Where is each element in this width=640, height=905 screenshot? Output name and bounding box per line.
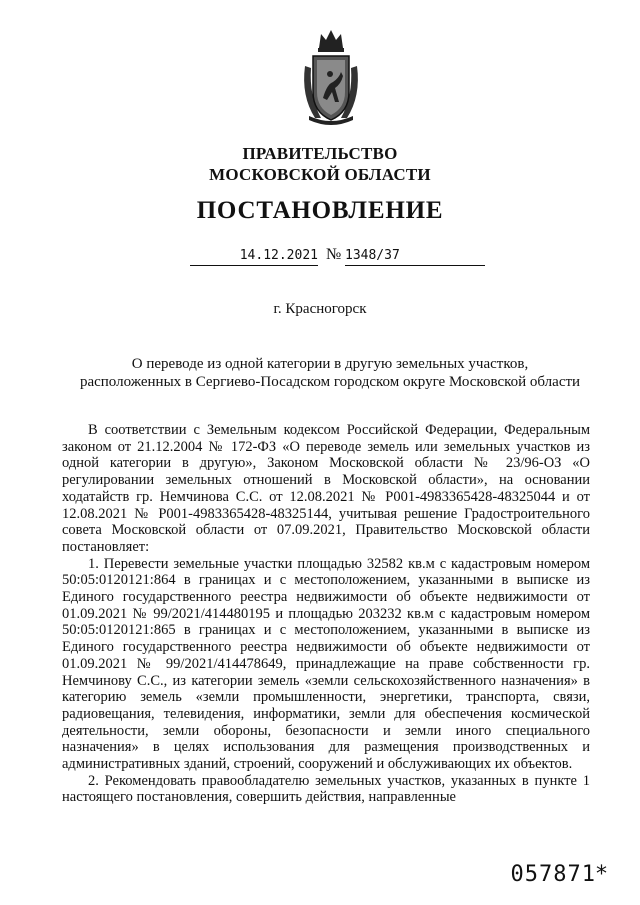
- preamble-paragraph: В соответствии с Земельным кодексом Российской Федерации, Федеральным законом от 21.12.2004 № 172-ФЗ «О переводе земель или земельных участков из одной категории в другую», Законом Московской области № 23/96-ОЗ «О регулировании земельных отношений в Московской области», на основании ходатайств гр. Немчинова С.С. от 12.08.2021 № Р001-4983365428-48325044 и от 12.08.2021 № Р001-4983365428-48325144, учитывая решение Градостроительного совета Московской области от 07.09.2021, Правительство Московской области постановляет:: [62, 422, 590, 555]
- org-name-line2: МОСКОВСКОЙ ОБЛАСТИ: [209, 165, 431, 184]
- item-1-paragraph: 1. Перевести земельные участки площадью 32582 кв.м с кадастровым номером 50:05:0120121:864 в границах и с местоположением, указанными в выписке из Единого государственного реестра недвижимости об объекте недвижимости от 01.09.2021 № 99/2021/414480195 и площадью 203232 кв.м с кадастровым номером 50:05:0120121:865 в границах и с местоположением, указанными в выписке из Единого государственного реестра недвижимости об объекте недвижимости от 01.09.2021 № 99/2021/414478649, принадлежащие на праве собственности гр. Немчинову С.С., из категории земель «земли сельскохозяйственного назначения» в категорию земель «земли промышленности, энергетики, транспорта, связи, радиовещания, телевидения, информатики, земли для обеспечения космической деятельности, земли обороны, безопасности и земли иного специального назначения» в целях использования для размещения производственных и административных зданий, строений, сооружений и обслуживающих их объектов.: [62, 555, 590, 773]
- subject-line1: О переводе из одной категории в другую земельных участков,: [131, 356, 529, 372]
- number-sign: №: [326, 246, 342, 263]
- document-subject: [60, 355, 600, 391]
- date-underline: [190, 265, 318, 266]
- document-number: 1348/37: [345, 248, 400, 263]
- city: г. Красногорск: [273, 301, 367, 317]
- document-type: ПОСТАНОВЛЕНИЕ: [196, 197, 444, 224]
- org-name-line1: ПРАВИТЕЛЬСТВО: [242, 144, 398, 163]
- registration-line: [0, 246, 640, 268]
- document-body: [62, 422, 590, 806]
- serial-number: [511, 862, 608, 887]
- moscow-region-coat-of-arms-icon: [299, 26, 363, 126]
- number-underline: [345, 265, 485, 266]
- document-date: 14.12.2021: [239, 248, 318, 263]
- asterisk-icon: *: [596, 862, 608, 887]
- subject-line2: расположенных в Сергиево-Посадском городском округе Московской области: [79, 374, 581, 390]
- serial-digits: 057871: [510, 862, 596, 887]
- item-2-paragraph: 2. Рекомендовать правообладателю земельных участков, указанных в пункте 1 настоящего постановления, совершить действия, направленные: [62, 772, 590, 806]
